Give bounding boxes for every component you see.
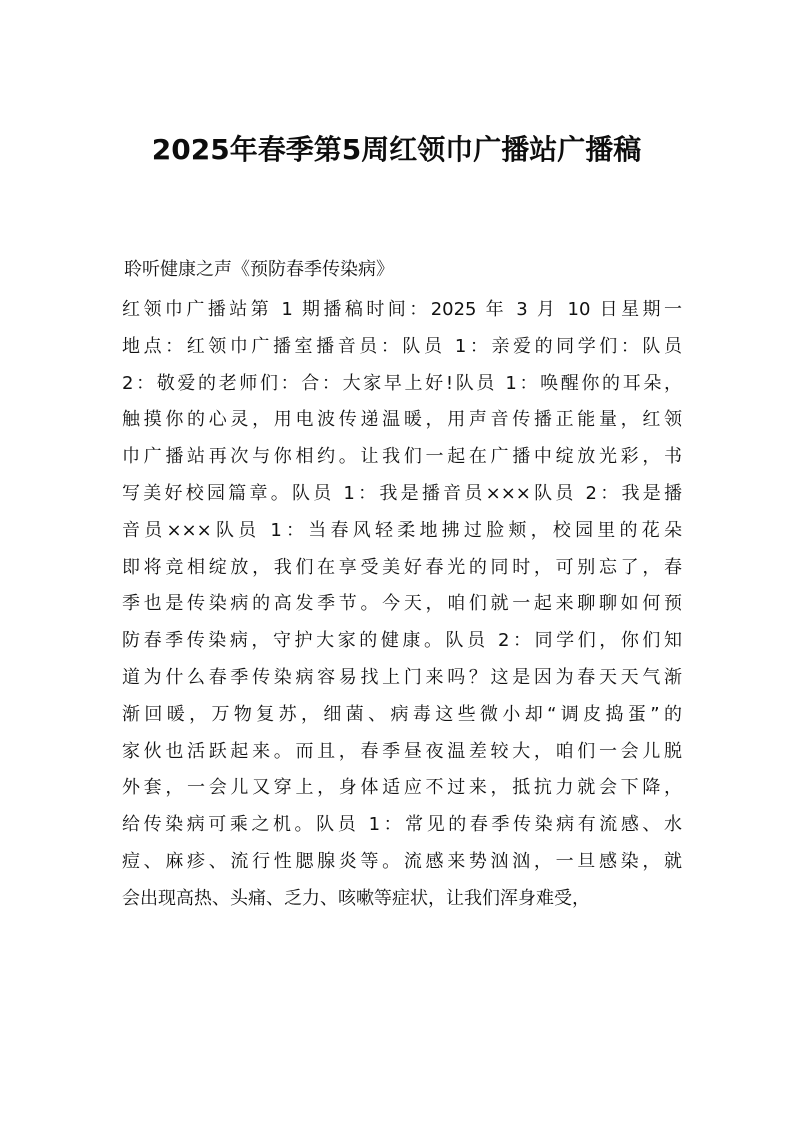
body-line: 季也是传染病的高发季节。今天，咱们就一起来聊聊如何预 — [122, 593, 682, 615]
body-line: 家伙也活跃起来。而且，春季昼夜温差较大，咱们一会儿脱 — [122, 740, 682, 762]
document-body — [122, 292, 682, 918]
body-line: 即将竞相绽放，我们在享受美好春光的同时，可别忘了，春 — [122, 556, 682, 578]
body-line: 地点：红领巾广播室播音员：队员 1：亲爱的同学们：队员 — [122, 335, 682, 357]
body-line: 写美好校园篇章。队员 1：我是播音员×××队员 2：我是播 — [122, 482, 682, 504]
body-line: 音员×××队员 1：当春风轻柔地拂过脸颊，校园里的花朵 — [122, 519, 682, 541]
body-line: 红领巾广播站第 1 期播稿时间：2025 年 3 月 10 日星期一 — [122, 299, 682, 320]
body-line: 给传染病可乘之机。队员 1：常见的春季传染病有流感、水 — [122, 814, 682, 836]
body-line: 2：敬爱的老师们：合：大家早上好!队员 1：唤醒你的耳朵， — [122, 372, 682, 394]
body-line: 防春季传染病，守护大家的健康。队员 2：同学们，你们知 — [122, 630, 682, 652]
body-line: 道为什么春季传染病容易找上门来吗？这是因为春天天气渐 — [122, 666, 682, 688]
document-title: 2025年春季第5周红领巾广播站广播稿 — [151, 133, 642, 166]
body-line: 巾广播站再次与你相约。让我们一起在广播中绽放光彩，书 — [122, 446, 682, 468]
body-line: 渐回暖，万物复苏，细菌、病毒这些微小却“调皮捣蛋”的 — [122, 703, 682, 725]
body-line: 会出现高热、头痛、乏力、咳嗽等症状，让我们浑身难受， — [122, 887, 590, 909]
body-line: 痘、麻疹、流行性腮腺炎等。流感来势汹汹，一旦感染，就 — [122, 850, 682, 872]
body-line: 触摸你的心灵，用电波传递温暖，用声音传播正能量，红领 — [122, 409, 682, 431]
body-line: 外套，一会儿又穿上，身体适应不过来，抵抗力就会下降， — [122, 777, 682, 799]
document-subtitle: 聆听健康之声《预防春季传染病》 — [124, 259, 394, 280]
